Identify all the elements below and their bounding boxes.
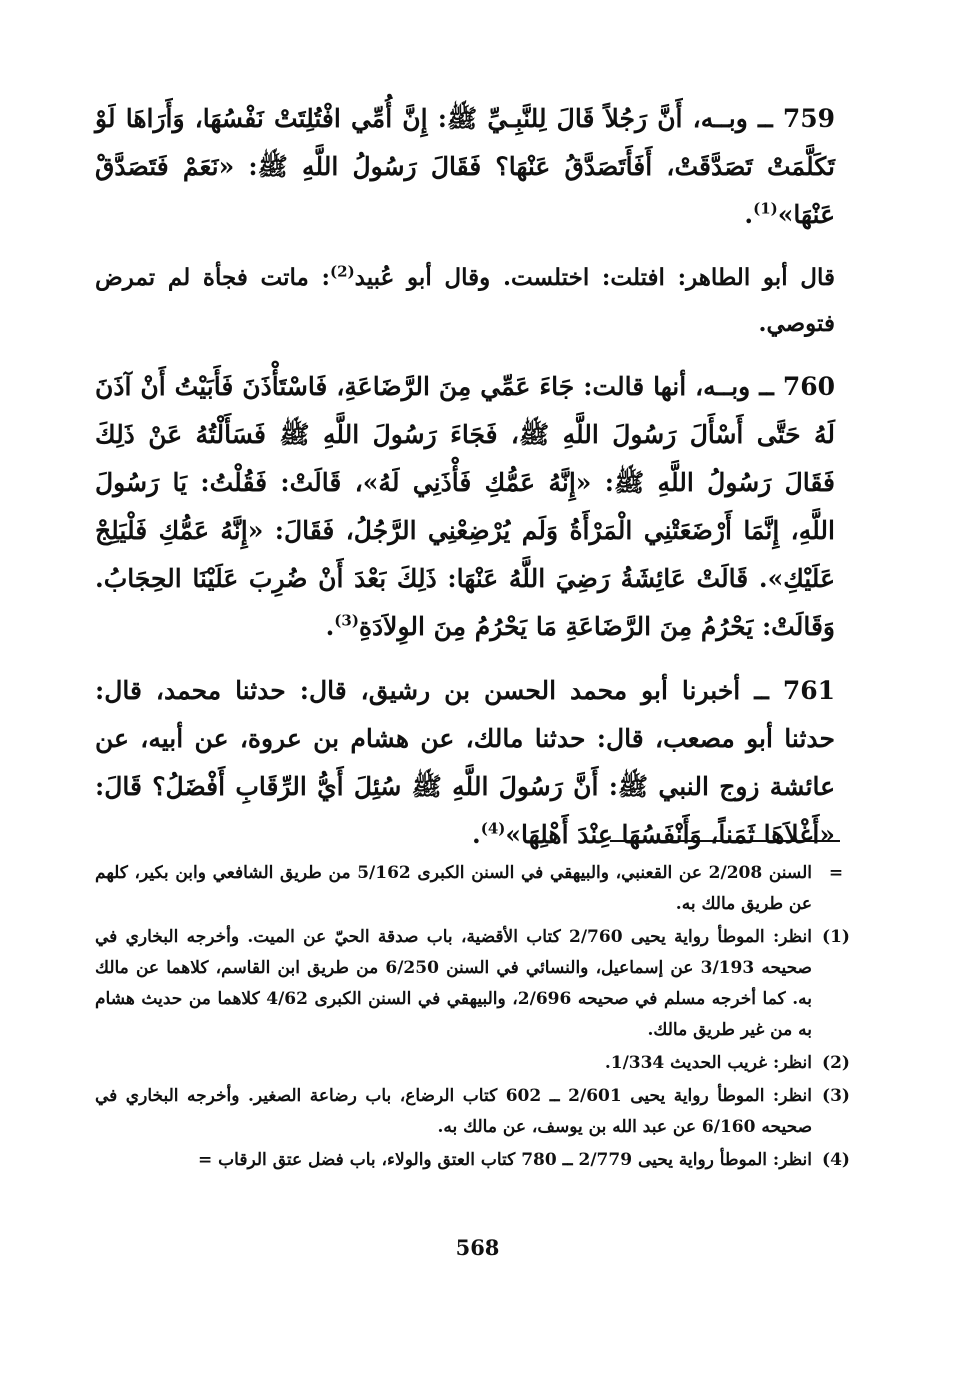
footnote-marker: (2) [822, 1053, 850, 1073]
footnote-text: انظر: الموطأ رواية يحيى 2/760 كتاب الأقضية، باب صدقة الحيّ عن الميت. وأخرجه البخاري في صحيحه 3/193 عن إسماعيل، والنسائي في السنن 6/250 من طريق ابن القاسم، كلاهما عن مالك به. كما أخرجه مسلم في صحيحه 2/696، والبيهقي في السنن الكبرى 4/62 كلاهما من حديث هشام به من غير طريق مالك. [95, 927, 813, 1040]
hadith-number: 759 [782, 104, 835, 133]
hadith-text: ــ وبــه، أنها قالت: جَاءَ عَمِّي مِنَ الرَّضَاعَةِ، فَاسْتَأْذَنَ فَأَبَيْتُ أَنْ آذَنَ لَهُ حَتَّى أَسْأَلَ رَسُولَ اللَّهِ ﷺ، فَجَاءَ رَسُولَ اللَّهِ ﷺ فَسَأَلْتُهُ عَنْ ذَلِكَ فَقَالَ رَسُولُ اللَّهِ ﷺ: «إِنَّهُ عَمُّكِ فَأْذَنِي لَهُ»، قَالَتْ: فَقُلْتُ: يَا رَسُولَ اللَّهِ، إِنَّمَا أَرْضَعَتْنِي الْمَرْأَةُ وَلَم يُرْضِعْنِي الرَّجُلُ، فَقَالَ: «إِنَّهُ عَمُّكِ فَلْيَلِجْ عَلَيْكِ». قَالَتْ عَائِشَةُ رَضِيَ اللَّهُ عَنْهَا: ذَلِكَ بَعْدَ أَنْ ضُرِبَ عَلَيْنَا الحِجَابُ. وَقَالَتْ: يَحْرُمُ مِنَ الرَّضَاعَةِ مَا يَحْرُمُ مِنَ الوِلاَدَةِ [95, 372, 835, 641]
footnote-ref: (2) [330, 262, 355, 281]
commentary-note [95, 255, 835, 347]
footnote-text: انظر: الموطأ رواية يحيى 2/601 ــ 602 كتاب الرضاع، باب رضاعة الصغير. وأخرجه البخاري في صحيحه 6/160 عن عبد الله بن يوسف، عن مالك به. [95, 1086, 812, 1137]
footnote-4 [95, 1145, 850, 1176]
footnote-ref: (3) [334, 611, 359, 630]
footnote-marker: (1) [822, 927, 850, 947]
footnote-ref: (4) [480, 819, 506, 838]
footnotes [95, 858, 850, 1178]
footnote-marker: (4) [822, 1150, 850, 1170]
note-text-after: : ماتت فجأة لم تمرض فتوصي. [95, 264, 835, 337]
page-number: 568 [455, 1235, 500, 1260]
footnote-2 [95, 1048, 850, 1079]
footnote-3 [95, 1081, 850, 1143]
hadith-760: 760 ــ وبــه، أنها قالت: جَاءَ عَمِّي مِنَ الرَّضَاعَةِ، فَاسْتَأْذَنَ فَأَبَيْتُ أَنْ آذَنَ لَهُ حَتَّى أَسْأَلَ رَسُولَ اللَّهِ ﷺ، فَجَاءَ رَسُولَ اللَّهِ ﷺ فَسَأَلْتُهُ عَنْ ذَلِكَ فَقَالَ رَسُولُ اللَّهِ ﷺ: «إِنَّهُ عَمُّكِ فَأْذَنِي لَهُ»، قَالَتْ: فَقُلْتُ: يَا رَسُولَ اللَّهِ، إِنَّمَا أَرْضَعَتْنِي الْمَرْأَةُ وَلَم يُرْضِعْنِي الرَّجُلُ، فَقَالَ: «إِنَّهُ عَمُّكِ فَلْيَلِجْ عَلَيْكِ». قَالَتْ عَائِشَةُ رَضِيَ اللَّهُ عَنْهَا: ذَلِكَ بَعْدَ أَنْ ضُرِبَ عَلَيْنَا الحِجَابُ. وَقَالَتْ: يَحْرُمُ مِنَ الرَّضَاعَةِ مَا يَحْرُمُ مِنَ الوِلاَدَةِ$^{(3)}$. [95, 363, 835, 651]
footnote-continued [95, 858, 850, 920]
hadith-759: 759 ــ وبــه، أَنَّ رَجُلاً قَالَ لِلنَّبِـيِّ ﷺ: إِنَّ أُمِّي افْتُلِتَتْ نَفْسُهَا، وَأَرَاهَا لَوْ تَكَلَّمَتْ تَصَدَّقَتْ، أَفَأَتَصَدَّقُ عَنْهَا؟ فَقَالَ رَسُولُ اللَّهِ ﷺ: «نَعَمْ فَتَصَدَّقْ عَنْهَا»$^{(1)}$. [95, 95, 835, 239]
footnote-marker: = [828, 863, 844, 883]
footnote-1 [95, 922, 850, 1046]
hadith-number: 760 [782, 372, 835, 401]
hadith-text: ــ أخبرنا أبو محمد الحسن بن رشيق، قال: حدثنا محمد، قال: حدثنا أبو مصعب، قال: حدثنا مالك، عن هشام بن عروة، عن أبيه، عن عائشة زوج النبي ﷺ: أَنَّ رَسُولَ اللَّهِ ﷺ سُئِلَ أَيُّ الرِّقَابِ أَفْضَلُ؟ قَالَ: «أَغْلاَهَا ثَمَناً، وَأَنْفَسُهَا عِنْدَ أَهْلِهَا» [95, 676, 835, 849]
hadith-761: 761 ــ أخبرنا أبو محمد الحسن بن رشيق، قال: حدثنا محمد، قال: حدثنا أبو مصعب، قال: حدثنا مالك، عن هشام بن عروة، عن أبيه، عن عائشة زوج النبي ﷺ: أَنَّ رَسُولَ اللَّهِ ﷺ سُئِلَ أَيُّ الرِّقَابِ أَفْضَلُ؟ قَالَ: «أَغْلاَهَا ثَمَناً، وَأَنْفَسُهَا عِنْدَ أَهْلِهَا»$^{(4)}$. [95, 667, 835, 859]
hadith-text: ــ وبــه، أَنَّ رَجُلاً قَالَ لِلنَّبِـيِّ ﷺ: إِنَّ أُمِّي افْتُلِتَتْ نَفْسُهَا، وَأَرَاهَا لَوْ تَكَلَّمَتْ تَصَدَّقَتْ، أَفَأَتَصَدَّقُ عَنْهَا؟ فَقَالَ رَسُولُ اللَّهِ ﷺ: «نَعَمْ فَتَصَدَّقْ عَنْهَا» [95, 104, 835, 229]
main-text [95, 95, 835, 875]
footnote-marker: (3) [822, 1086, 850, 1106]
footnote-text: السنن 2/208 عن القعنبي، والبيهقي في السنن الكبرى 5/162 من طريق الشافعي وابن بكير، كلهم عن طريق مالك به. [95, 863, 812, 914]
footnote-ref: (1) [753, 199, 778, 218]
hadith-number: 761 [782, 676, 835, 705]
footnote-text: انظر: الموطأ رواية يحيى 2/779 ــ 780 كتاب العتق والولاء، باب فضل عتق الرقاب = [198, 1150, 812, 1170]
note-text-before: قال أبو الطاهر: افتلت: اختلست. وقال أبو عُبيد [354, 264, 835, 291]
footnote-text: انظر: غريب الحديث 1/334. [604, 1053, 812, 1073]
footnote-divider [610, 840, 840, 842]
